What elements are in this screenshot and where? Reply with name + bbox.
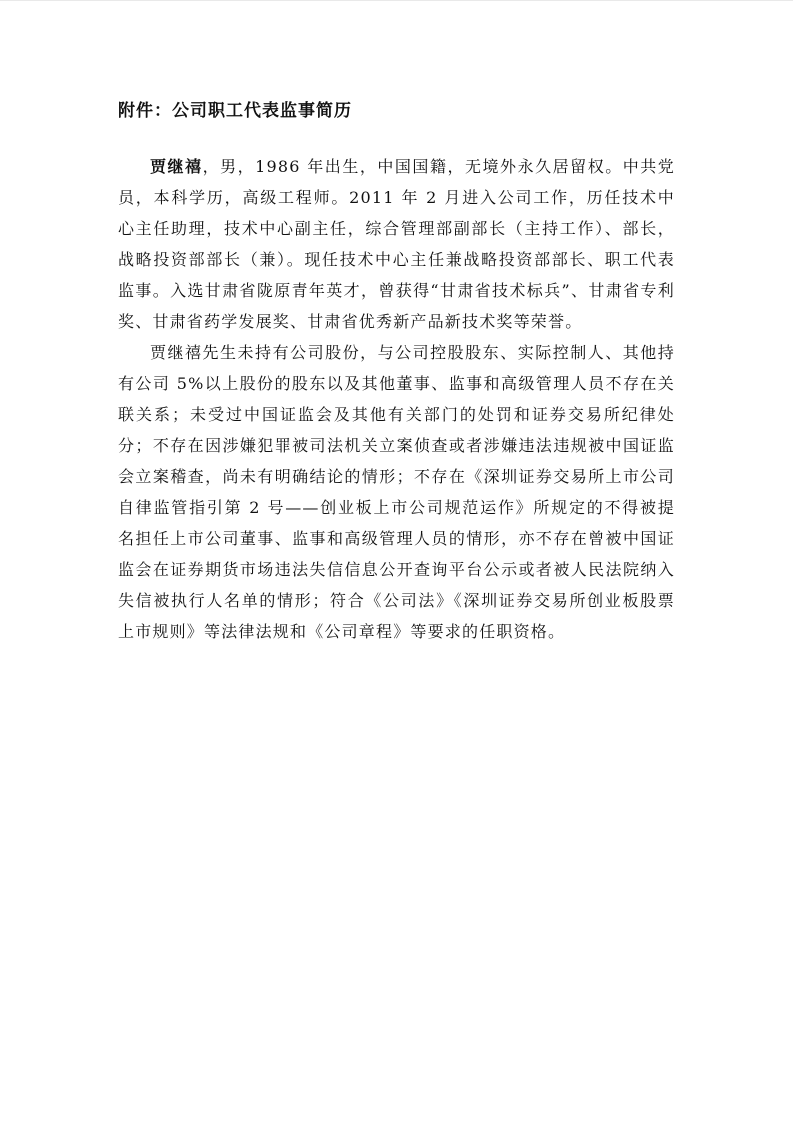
person-name: 贾继禧 [150,157,203,176]
paragraph-biography-text: ，男，1986 年出生，中国国籍，无境外永久居留权。中共党员，本科学历，高级工程师。2011 年 2 月进入公司工作，历任技术中心主任助理，技术中心副主任，综合管理部副部长（主持工作）、部长，战略投资部部长（兼）。现任技术中心主任兼战略投资部部长、职工代表监事。入选甘肃省陇原青年英才，曾获得“甘肃省技术标兵”、甘肃省专利奖、甘肃省药学发展奖、甘肃省优秀新产品新技术奖等荣誉。 [118,157,675,331]
paragraph-declaration [118,337,675,647]
document-title: 附件：公司职工代表监事简历 [118,101,352,121]
paragraph-biography [118,151,675,337]
document-body [118,151,675,647]
page-top-edge [0,0,793,1]
paragraph-declaration-text: 贾继禧先生未持有公司股份，与公司控股股东、实际控制人、其他持有公司 5%以上股份的股东以及其他董事、监事和高级管理人员不存在关联关系；未受过中国证监会及其他有关部门的处罚和证券交易所纪律处分；不存在因涉嫌犯罪被司法机关立案侦查或者涉嫌违法违规被中国证监会立案稽查，尚未有明确结论的情形；不存在《深圳证券交易所上市公司自律监管指引第 2 号——创业板上市公司规范运作》所规定的不得被提名担任上市公司董事、监事和高级管理人员的情形，亦不存在曾被中国证监会在证券期货市场违法失信信息公开查询平台公示或者被人民法院纳入失信被执行人名单的情形；符合《公司法》《深圳证券交易所创业板股票上市规则》等法律法规和《公司章程》等要求的任职资格。 [118,343,675,641]
